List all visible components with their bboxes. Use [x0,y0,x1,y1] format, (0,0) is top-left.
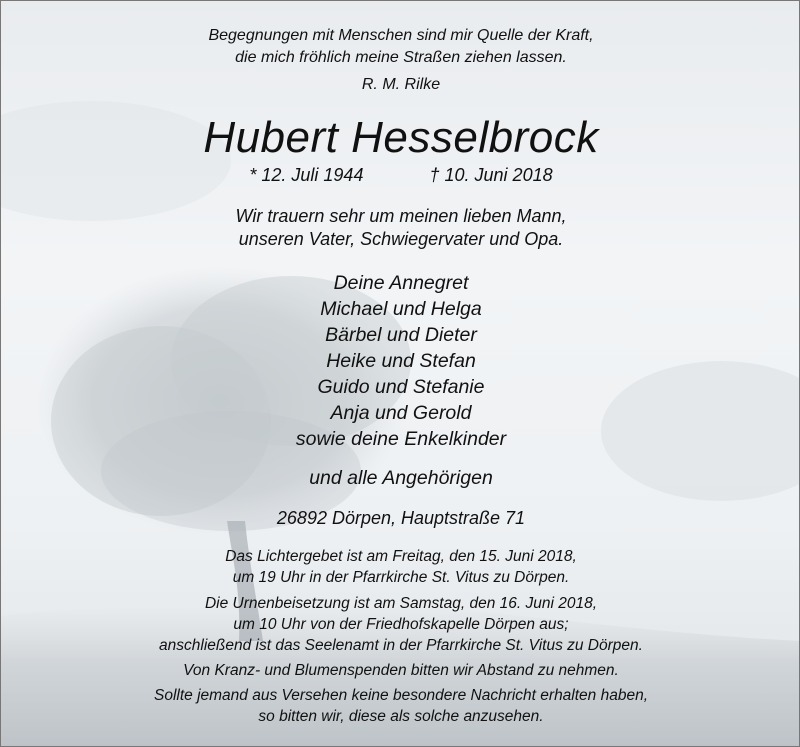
prayer-line-1: Das Lichtergebet ist am Freitag, den 15. Juni 2018, [225,548,577,565]
deceased-name: Hubert Hesselbrock [203,113,599,162]
family-member: Deine Annegret [333,272,469,294]
family-member: Michael und Helga [320,298,482,320]
family-member: Bärbel und Dieter [325,324,477,346]
notice-text [1,1,800,747]
birth-date: * 12. Juli 1944 [249,165,364,185]
life-dates [1,165,800,186]
family-member: Heike und Stefan [326,350,476,372]
mourning-line-1: Wir trauern sehr um meinen lieben Mann, [235,206,567,226]
quote-line-2: die mich fröhlich meine Straßen ziehen lassen. [235,49,567,66]
quote-line-1: Begegnungen mit Menschen sind mir Quelle der Kraft, [208,27,594,44]
notice-line-2: so bitten wir, diese als solche anzusehen. [258,708,544,725]
relatives: und alle Angehörigen [309,467,493,489]
family-member: Anja und Gerold [330,402,472,424]
family-member: sowie deine Enkelkinder [295,428,507,450]
prayer-line-2: um 19 Uhr in der Pfarrkirche St. Vitus zu Dörpen. [232,569,570,586]
notice-line-1: Sollte jemand aus Versehen keine besondere Nachricht erhalten haben, [153,687,649,704]
burial-line-2: um 10 Uhr von der Friedhofskapelle Dörpen aus; [233,616,569,633]
address: 26892 Dörpen, Hauptstraße 71 [276,508,526,528]
death-date: † 10. Juni 2018 [429,165,553,185]
flowers-note: Von Kranz- und Blumenspenden bitten wir Abstand zu nehmen. [183,662,619,679]
burial-line-1: Die Urnenbeisetzung ist am Samstag, den 16. Juni 2018, [204,595,598,612]
mourning-line-2: unseren Vater, Schwiegervater und Opa. [238,229,564,249]
burial-line-3: anschließend ist das Seelenamt in der Pfarrkirche St. Vitus zu Dörpen. [159,637,643,654]
family-member: Guido und Stefanie [317,376,485,398]
quote-author: R. M. Rilke [361,76,441,93]
